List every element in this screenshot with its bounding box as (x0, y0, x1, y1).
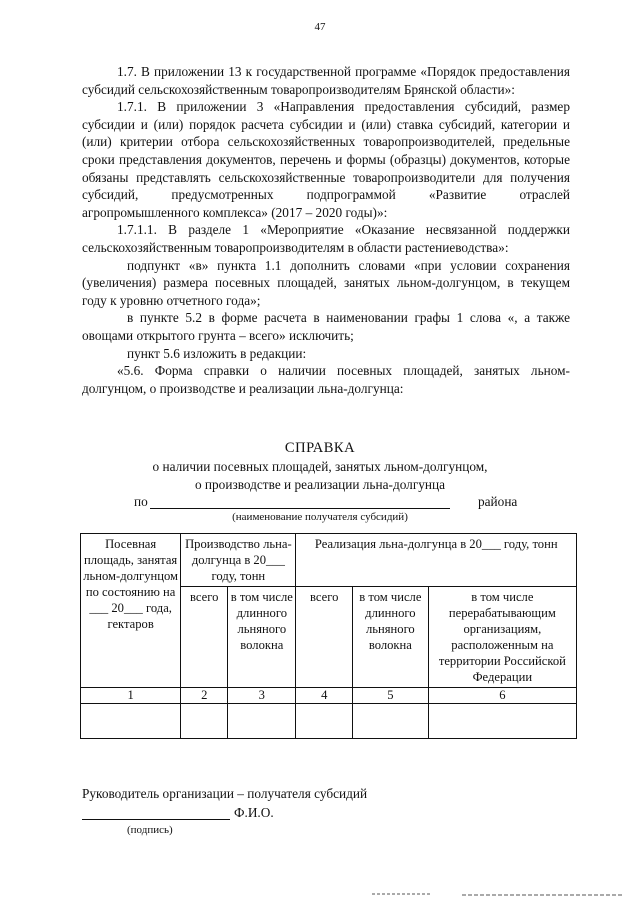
form-subtitle-2: о производстве и реализации льна-долгунца (194, 477, 446, 492)
empty-cell (181, 704, 228, 739)
col-number-6: 6 (428, 688, 576, 704)
paragraph-subpoint-v: подпункт «в» пункта 1.1 дополнить словами «при условии сохранения (увеличения) размера посевных площадей, занятых льном-долгунцом, в текущем году к уровню отчетного года»; (82, 257, 570, 308)
empty-cell (228, 704, 296, 739)
production-group-header: Производство льна-долгунца в 20___ году, тонн (181, 534, 296, 587)
col1-header: Посевная площадь, занятая льном-долгунцом по состоянию на ___ 20___ года, гектаров (81, 534, 181, 688)
col-number-5: 5 (352, 688, 428, 704)
paragraph-point-5-2: в пункте 5.2 в форме расчета в наименовании графы 1 слова «, а также овощами открытого грунта – всего» исключить; (82, 310, 570, 343)
recipient-caption: (наименование получателя субсидий) (232, 511, 408, 523)
body-text (82, 63, 570, 397)
scan-margin-mark (372, 892, 622, 900)
col-number-2: 2 (181, 688, 228, 704)
paragraph-1-7: 1.7. В приложении 13 к государственной программе «Порядок предоставления субсидий сельскохозяйственным товаропроизводителям Брянской области»: (82, 64, 570, 97)
form-table (80, 533, 577, 739)
paragraph-5-6-text: «5.6. Форма справки о наличии посевных площадей, занятых льном-долгунцом, о производстве и реализации льна-долгунца: (82, 363, 570, 396)
paragraph-point-5-6: пункт 5.6 изложить в редакции: (127, 345, 307, 361)
sales-fiber-header: в том числе длинного льняного волокна (352, 587, 428, 688)
po-label: по (134, 494, 148, 509)
col-number-4: 4 (296, 688, 353, 704)
paragraph-1-7-1: 1.7.1. В приложении 3 «Направления предоставления субсидий, размер субсидии и (или) порядок расчета субсидии и (или) ставка субсидий, категории и (или) критерии отбора сельскохозяйственных товаропроизводителей, предельные сроки представления документов, перечень и формы (образцы) документов, которые обязаны представлять сельскохозяйственные товаропроизводители для получения субсидий, предусмотренных подпрограммой «Развитие отраслей агропромышленного комплекса» (2017 – 2020 годы)»: (82, 99, 570, 220)
sales-processors-header: в том числе перерабатывающим организациям, расположенным на территории Российской Федерации (428, 587, 576, 688)
fio-label: Ф.И.О. (234, 805, 274, 820)
empty-cell (81, 704, 181, 739)
raion-label: района (478, 494, 518, 509)
production-fiber-header: в том числе длинного льняного волокна (228, 587, 296, 688)
table-number-row (81, 688, 577, 704)
recipient-line (134, 494, 534, 510)
col-number-1: 1 (81, 688, 181, 704)
empty-cell (296, 704, 353, 739)
table-header-row-1 (81, 534, 577, 587)
empty-cell (428, 704, 576, 739)
table-empty-row (81, 704, 577, 739)
sales-group-header: Реализация льна-долгунца в 20___ году, тонн (296, 534, 577, 587)
signature-blank-line (82, 819, 230, 820)
head-of-organization-label: Руководитель организации – получателя субсидий (82, 786, 368, 801)
form-title: СПРАВКА (284, 440, 356, 456)
recipient-blank-line (150, 508, 450, 509)
signature-caption: (подпись) (127, 824, 173, 836)
col-number-3: 3 (228, 688, 296, 704)
form-subtitle-1: о наличии посевных площадей, занятых льном-долгунцом, (152, 459, 488, 474)
production-total-header: всего (181, 587, 228, 688)
sales-total-header: всего (296, 587, 353, 688)
empty-cell (352, 704, 428, 739)
page-number: 47 (314, 21, 326, 33)
paragraph-1-7-1-1: 1.7.1.1. В разделе 1 «Мероприятие «Оказание несвязанной поддержки сельскохозяйственным товаропроизводителям в области растениеводства»: (82, 222, 570, 255)
